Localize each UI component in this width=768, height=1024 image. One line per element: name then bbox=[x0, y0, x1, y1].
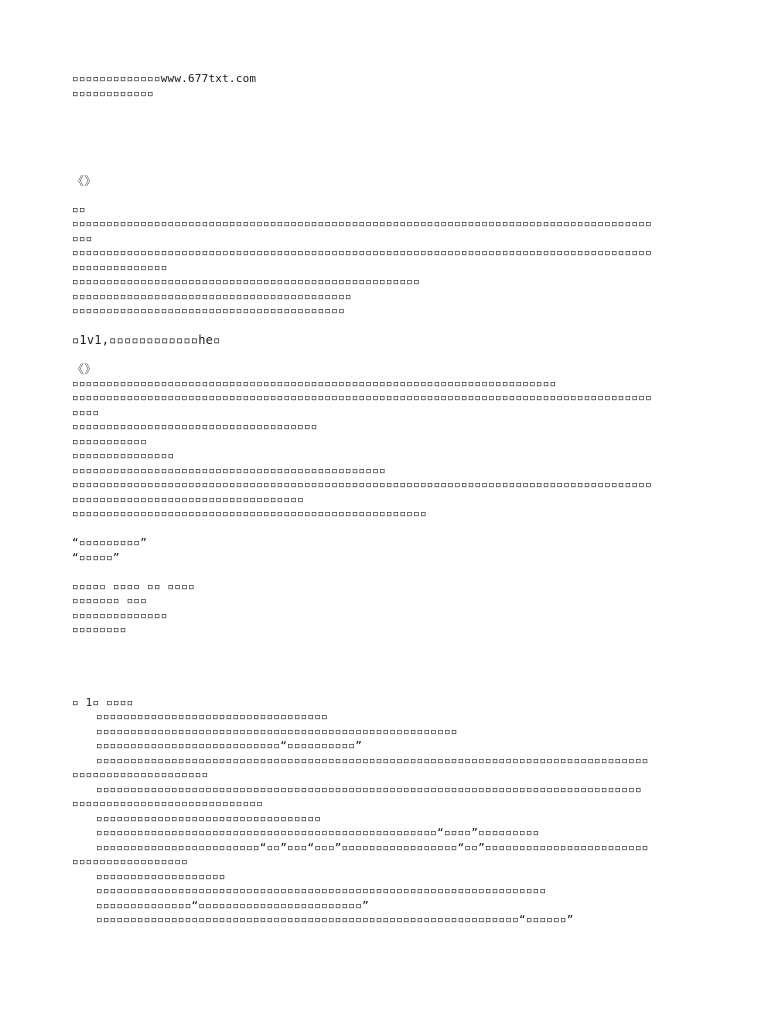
text-line: ▫▫▫▫▫▫▫▫▫▫▫▫▫▫▫▫▫▫▫▫▫▫▫▫▫▫▫▫▫▫▫▫▫▫▫▫▫▫▫▫▫ bbox=[72, 289, 352, 303]
site-subheader-line: ▫▫▫▫▫▫▫▫▫▫▫▫ bbox=[72, 86, 154, 100]
text-line: ▫▫▫▫▫▫▫▫▫▫▫▫▫▫▫▫▫▫▫▫▫▫▫▫▫▫▫▫▫▫▫▫▫▫▫▫▫▫▫▫ bbox=[72, 304, 345, 317]
text-line: ▫▫▫▫▫▫▫▫▫▫▫▫▫▫▫▫▫▫▫▫▫▫▫▫▫▫▫▫▫▫▫▫▫▫▫▫▫▫▫▫▫▫▫▫▫▫▫▫▫▫▫▫▫▫▫▫▫▫▫▫▫▫▫▫▫▫▫▫▫▫▫▫▫▫▫▫▫▫▫▫▫▫▫▫▫ bbox=[72, 217, 652, 230]
text-line: ▫▫▫▫▫▫▫▫▫▫▫▫▫▫ bbox=[72, 260, 168, 274]
paragraph-line: ▫▫▫▫▫▫▫▫▫▫▫▫▫▫▫▫▫▫▫▫▫▫▫▫▫▫▫▫▫▫▫▫▫▫▫▫▫▫▫▫▫▫▫▫▫▫▫▫▫▫▫▫▫▫▫▫▫▫▫▫▫▫▫▫▫▫▫▫▫▫▫▫▫▫▫▫▫▫▫▫ bbox=[96, 782, 642, 796]
text-line: ▫▫▫▫▫▫▫▫▫▫▫▫▫▫▫ bbox=[72, 449, 175, 462]
section-title: 《》 bbox=[72, 173, 97, 188]
paragraph-line: ▫▫▫▫▫▫▫▫▫▫▫▫▫▫▫▫▫▫▫▫▫▫▫▫▫▫▫“▫▫▫▫▫▫▫▫▫▫” bbox=[96, 739, 363, 752]
document-body bbox=[72, 72, 712, 928]
paragraph-line: ▫▫▫▫▫▫▫▫▫▫▫▫▫▫▫▫▫▫▫▫ bbox=[72, 768, 209, 781]
text-line: ▫▫▫▫▫▫▫▫▫▫▫▫▫▫▫▫▫▫▫▫▫▫▫▫▫▫▫▫▫▫▫▫▫▫▫▫▫▫▫▫▫▫▫▫▫▫ bbox=[72, 463, 386, 477]
text-line: ▫▫▫▫▫▫▫▫▫▫▫▫▫▫▫▫▫▫▫▫▫▫▫▫▫▫▫▫▫▫▫▫▫▫ bbox=[72, 492, 304, 506]
text-line: ▫▫▫▫▫▫▫▫▫▫▫▫▫▫ bbox=[72, 608, 168, 622]
quote-block bbox=[72, 536, 712, 565]
text-line: ▫▫▫▫▫▫▫▫▫▫▫▫▫▫▫▫▫▫▫▫▫▫▫▫▫▫▫▫▫▫▫▫▫▫▫▫▫▫▫▫▫▫▫▫▫▫▫▫▫▫▫▫▫▫▫▫▫▫▫▫▫▫▫▫▫▫▫▫▫▫▫▫▫▫▫▫▫▫▫▫▫▫▫▫▫ bbox=[72, 246, 652, 259]
paragraph-line: ▫▫▫▫▫▫▫▫▫▫▫▫▫▫▫▫▫▫▫▫▫▫▫▫▫▫▫▫▫▫▫▫▫▫ bbox=[96, 710, 328, 723]
text-line: ▫▫▫▫▫▫▫▫▫▫▫▫▫▫▫▫▫▫▫▫▫▫▫▫▫▫▫▫▫▫▫▫▫▫▫▫▫▫▫▫▫▫▫▫▫▫▫▫▫▫▫▫ bbox=[72, 507, 427, 520]
text-line: ▫▫▫▫▫▫▫▫ bbox=[72, 623, 127, 636]
synopsis-block bbox=[72, 203, 712, 319]
text-line: ▫▫▫▫▫▫▫▫▫▫▫▫▫▫▫▫▫▫▫▫▫▫▫▫▫▫▫▫▫▫▫▫▫▫▫▫ bbox=[72, 420, 318, 433]
text-line: ▫▫▫▫▫▫▫▫▫▫▫▫▫▫▫▫▫▫▫▫▫▫▫▫▫▫▫▫▫▫▫▫▫▫▫▫▫▫▫▫▫▫▫▫▫▫▫▫▫▫▫▫▫▫▫▫▫▫▫▫▫▫▫▫▫▫▫▫▫▫▫ bbox=[72, 376, 557, 390]
text-line: ▫▫▫▫▫▫▫▫▫▫▫ bbox=[72, 434, 148, 448]
chapter-heading: ▫ 1▫ ▫▫▫▫ bbox=[72, 695, 134, 709]
paragraph-line: ▫▫▫▫▫▫▫▫▫▫▫▫▫▫▫▫▫▫▫ bbox=[96, 869, 226, 883]
site-header-line: ▫▫▫▫▫▫▫▫▫▫▫▫▫www.677txt.com bbox=[72, 72, 257, 85]
meta-block bbox=[72, 580, 712, 638]
text-line: ▫▫▫▫▫▫▫▫▫▫▫▫▫▫▫▫▫▫▫▫▫▫▫▫▫▫▫▫▫▫▫▫▫▫▫▫▫▫▫▫▫▫▫▫▫▫▫▫▫▫▫▫▫▫▫▫▫▫▫▫▫▫▫▫▫▫▫▫▫▫▫▫▫▫▫▫▫▫▫▫▫▫▫▫▫ bbox=[72, 478, 652, 491]
chapter-body bbox=[72, 710, 712, 928]
description-block bbox=[72, 377, 712, 522]
section-title: 《》 bbox=[72, 362, 97, 376]
paragraph-line: ▫▫▫▫▫▫▫▫▫▫▫▫▫▫▫▫▫▫▫▫▫▫▫▫▫▫▫▫▫▫▫▫▫▫▫▫▫▫▫▫▫▫▫▫▫▫▫▫▫▫“▫▫▫▫”▫▫▫▫▫▫▫▫▫ bbox=[96, 826, 540, 839]
text-line: ▫▫▫▫▫▫▫▫▫▫▫▫▫▫▫▫▫▫▫▫▫▫▫▫▫▫▫▫▫▫▫▫▫▫▫▫▫▫▫▫▫▫▫▫▫▫▫▫▫▫▫ bbox=[72, 275, 420, 288]
paragraph-line: ▫▫▫▫▫▫▫▫▫▫▫▫▫▫▫▫▫▫▫▫▫▫▫▫▫▫▫▫▫▫▫▫▫▫▫▫▫▫▫▫▫▫▫▫▫▫▫▫▫▫▫▫▫▫▫▫▫▫▫▫▫▫“▫▫▫▫▫▫” bbox=[96, 913, 574, 926]
text-line: ▫▫▫▫▫▫▫▫▫▫▫▫▫▫▫▫▫▫▫▫▫▫▫▫▫▫▫▫▫▫▫▫▫▫▫▫▫▫▫▫▫▫▫▫▫▫▫▫▫▫▫▫▫▫▫▫▫▫▫▫▫▫▫▫▫▫▫▫▫▫▫▫▫▫▫▫▫▫▫▫▫▫▫▫▫ bbox=[72, 391, 652, 404]
paragraph-line: ▫▫▫▫▫▫▫▫▫▫▫▫▫▫▫▫▫▫▫▫▫▫▫▫▫▫▫▫▫▫▫▫▫ bbox=[96, 811, 322, 825]
paragraph-line: ▫▫▫▫▫▫▫▫▫▫▫▫▫▫▫▫▫▫▫▫▫▫▫▫▫▫▫▫▫▫▫▫▫▫▫▫▫▫▫▫▫▫▫▫▫▫▫▫▫▫▫▫▫▫▫▫▫▫▫▫▫▫▫▫▫▫ bbox=[96, 884, 547, 897]
paragraph-line: ▫▫▫▫▫▫▫▫▫▫▫▫▫▫▫▫▫ bbox=[72, 855, 188, 868]
text-line: ▫▫▫▫ bbox=[72, 405, 100, 419]
text-line: “▫▫▫▫▫▫▫▫▫” bbox=[72, 536, 148, 549]
text-line: ▫▫ bbox=[72, 202, 86, 216]
paragraph-line: ▫▫▫▫▫▫▫▫▫▫▫▫▫▫▫▫▫▫▫▫▫▫▫▫▫▫▫▫ bbox=[72, 797, 264, 810]
text-line: ▫▫▫ bbox=[72, 231, 93, 245]
paragraph-line: ▫▫▫▫▫▫▫▫▫▫▫▫▫▫▫▫▫▫▫▫▫▫▫▫▫▫▫▫▫▫▫▫▫▫▫▫▫▫▫▫▫▫▫▫▫▫▫▫▫▫▫▫▫▫▫▫▫▫▫▫▫▫▫▫▫▫▫▫▫▫▫▫▫▫▫▫▫▫▫▫▫ bbox=[96, 753, 649, 767]
text-line: ▫▫▫▫▫ ▫▫▫▫ ▫▫ ▫▫▫▫ bbox=[72, 579, 195, 593]
paragraph-line: ▫▫▫▫▫▫▫▫▫▫▫▫▫▫▫▫▫▫▫▫▫▫▫▫▫▫▫▫▫▫▫▫▫▫▫▫▫▫▫▫▫▫▫▫▫▫▫▫▫▫▫▫▫ bbox=[96, 724, 458, 738]
tagline: ▫1v1,▫▫▫▫▫▫▫▫▫▫▫▫he▫ bbox=[72, 333, 221, 347]
paragraph-line: ▫▫▫▫▫▫▫▫▫▫▫▫▫▫▫▫▫▫▫▫▫▫▫▫“▫▫”▫▫▫“▫▫▫”▫▫▫▫▫▫▫▫▫▫▫▫▫▫▫▫▫“▫▫”▫▫▫▫▫▫▫▫▫▫▫▫▫▫▫▫▫▫▫▫▫▫▫▫ bbox=[96, 840, 649, 854]
paragraph-line: ▫▫▫▫▫▫▫▫▫▫▫▫▫▫“▫▫▫▫▫▫▫▫▫▫▫▫▫▫▫▫▫▫▫▫▫▫▫▫” bbox=[96, 898, 369, 912]
text-line: “▫▫▫▫▫” bbox=[72, 550, 120, 564]
text-line: ▫▫▫▫▫▫▫ ▫▫▫ bbox=[72, 594, 148, 607]
